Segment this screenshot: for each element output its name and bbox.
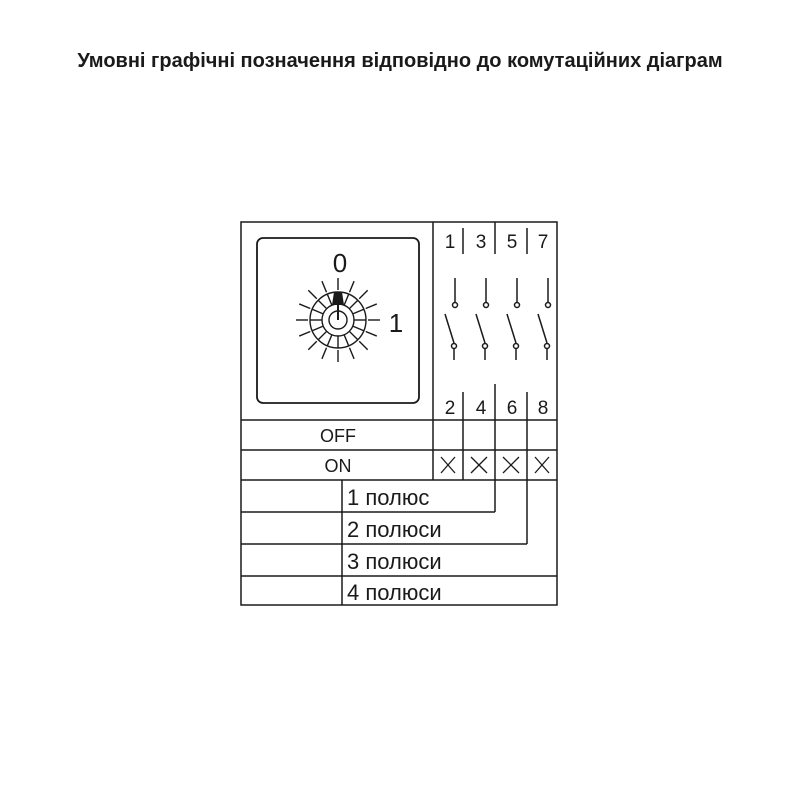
terminal-top-7: 7 [537, 232, 549, 253]
terminal-top-3: 3 [475, 232, 487, 253]
dial-position-0: 0 [332, 248, 348, 278]
dial-pointer [332, 292, 344, 305]
rotary-dial-icon [296, 278, 380, 362]
contact-switch-4 [538, 278, 551, 360]
terminal-top-1: 1 [444, 232, 456, 253]
page-title: Умовні графічні позначення відповідно до комутаційних діаграм [77, 50, 723, 72]
contact-switch-3 [507, 278, 520, 360]
terminal-bottom-8: 8 [537, 398, 549, 419]
state-label-on: ON [324, 456, 352, 476]
state-label-off: OFF [320, 426, 356, 446]
terminal-bottom-4: 4 [475, 398, 487, 419]
contact-switch-1 [445, 278, 458, 360]
terminal-top-5: 5 [506, 232, 518, 253]
terminal-bottom-2: 2 [444, 398, 456, 419]
terminal-bottom-6: 6 [506, 398, 518, 419]
dial-position-1: 1 [388, 308, 404, 338]
contact-closed-mark [441, 457, 455, 473]
contact-closed-mark [535, 457, 549, 473]
pole-variant-4: 4 полюси [347, 580, 442, 605]
pole-variant-1: 1 полюс [347, 485, 430, 510]
pole-variant-3: 3 полюси [347, 549, 442, 574]
pole-variant-2: 2 полюси [347, 517, 442, 542]
contact-closed-mark [471, 457, 487, 473]
contact-switch-2 [476, 278, 489, 360]
contact-closed-mark [503, 457, 519, 473]
